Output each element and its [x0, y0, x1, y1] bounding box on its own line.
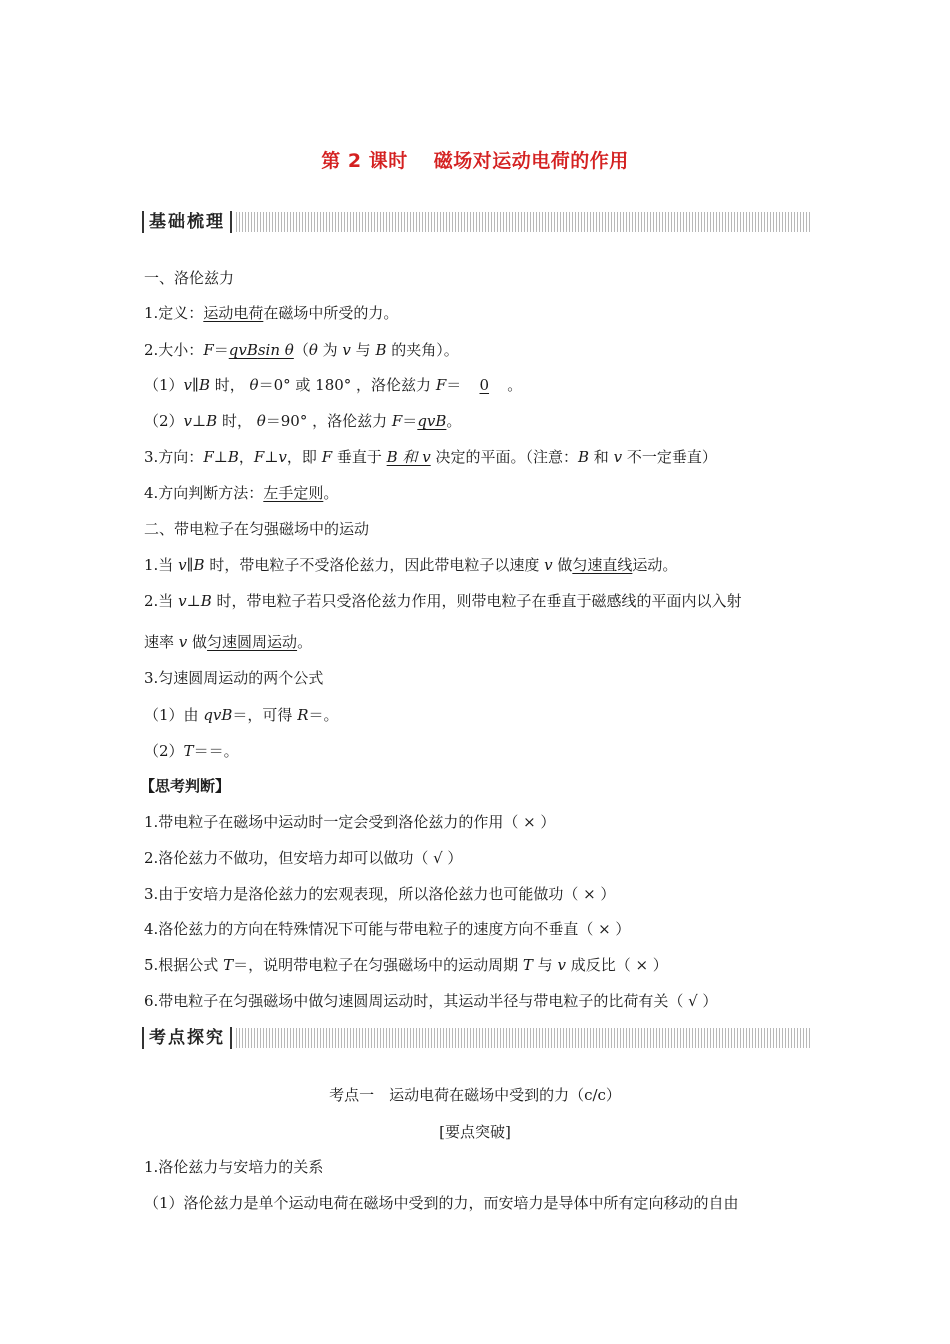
section-label: 考点探究 — [149, 1028, 225, 1048]
var-B: B — [198, 376, 210, 394]
text: 的夹角）。 — [386, 341, 459, 359]
perp-symbol: ⊥ — [264, 448, 279, 466]
text: 4.方向判断方法： — [144, 484, 264, 502]
motion-parallel-line — [144, 555, 677, 575]
heading-motion: 二、带电粒子在匀强磁场中的运动 — [144, 520, 370, 538]
var-B: B — [193, 556, 205, 574]
text: 做 — [187, 633, 208, 651]
var-theta: θ — [308, 341, 318, 359]
var-B: B — [375, 341, 387, 359]
text: 。 — [446, 412, 462, 430]
answer-blank: 0 — [479, 376, 490, 394]
text: 决定的平面。（注意： — [430, 448, 578, 466]
lesson-topic: 磁场对运动电荷的作用 — [433, 150, 629, 172]
text: （1） — [144, 376, 184, 394]
text: 与 — [350, 341, 376, 359]
text: （2） — [144, 742, 184, 760]
var-B: B — [206, 412, 218, 430]
header-bar-right — [230, 1027, 232, 1049]
section-label: 基础梳理 — [149, 212, 225, 232]
answer-underline: 匀速圆周运动 — [207, 633, 298, 651]
text: 3.方向： — [144, 448, 204, 466]
text: 。 — [297, 633, 313, 651]
var-T: T — [522, 956, 533, 974]
var-theta: θ — [249, 376, 259, 394]
text: 与 — [532, 956, 558, 974]
header-bar-right — [230, 211, 232, 233]
text: 5.根据公式 — [144, 956, 224, 974]
exam-point-title: 考点一 运动电荷在磁场中受到的力（c/c） — [329, 1086, 621, 1104]
text: ＝，可得 — [232, 706, 298, 724]
var-T: T — [183, 742, 194, 760]
text: ＝。 — [308, 706, 339, 724]
header-pattern — [236, 1028, 812, 1048]
text: 1.当 — [144, 556, 179, 574]
page-title — [0, 146, 950, 173]
judge-item-6: 6.带电粒子在匀强磁场中做匀速圆周运动时，其运动半径与带电粒子的比荷有关（ √ ） — [144, 992, 718, 1010]
text: （2） — [144, 412, 184, 430]
text: 。 — [323, 484, 339, 502]
section-header-basics — [142, 208, 812, 238]
var-qvB: qvB — [203, 706, 233, 724]
relation-item-1: （1）洛伦兹力是单个运动电荷在磁场中受到的力，而安培力是导体中所有定向移动的自由 — [144, 1194, 739, 1212]
var-v: v — [342, 341, 351, 359]
var-v: v — [183, 376, 193, 394]
text: 时， — [217, 412, 257, 430]
motion-perp-line — [144, 591, 742, 611]
text: 运动。 — [632, 556, 678, 574]
answer-underline: 匀速直线 — [572, 556, 633, 574]
var-F: F — [435, 376, 447, 394]
magnitude-line — [144, 340, 459, 360]
var-theta: θ — [256, 412, 266, 430]
think-judge-heading: 【思考判断】 — [140, 777, 231, 795]
var-v: v — [178, 633, 188, 651]
text: 做 — [552, 556, 573, 574]
text: ， — [238, 448, 254, 466]
answer-underline: qvB — [228, 341, 258, 359]
judgement-method-line — [144, 483, 338, 503]
parallel-symbol: ∥ — [192, 376, 199, 394]
perp-symbol: ⊥ — [186, 592, 201, 610]
heading-lorentz: 一、洛伦兹力 — [144, 269, 235, 287]
var-v: v — [613, 448, 623, 466]
var-F: F — [203, 448, 214, 466]
text: 垂直于 — [332, 448, 387, 466]
text: 时， — [210, 376, 250, 394]
perp-symbol: ⊥ — [213, 448, 228, 466]
lesson-number: 第 2 课时 — [321, 150, 408, 172]
parallel-symbol: ∥ — [186, 556, 194, 574]
text: ＝90° ，洛伦兹力 — [265, 412, 392, 430]
var-v: v — [178, 556, 187, 574]
text: 。 — [507, 376, 523, 394]
text: 和 — [589, 448, 614, 466]
direction-line — [144, 447, 717, 467]
text: ＝＝。 — [193, 742, 239, 760]
text: 成反比（ × ） — [565, 956, 668, 974]
var-B: B — [200, 592, 212, 610]
text: ＝，说明带电粒子在匀强磁场中的运动周期 — [233, 956, 523, 974]
judge-item-1: 1.带电粒子在磁场中运动时一定会受到洛伦兹力的作用（ × ） — [144, 813, 556, 831]
var-F: F — [253, 448, 265, 466]
answer-underline: 运动电荷 — [203, 304, 264, 322]
text: 时，带电粒子不受洛伦兹力，因此带电粒子以速度 — [204, 556, 545, 574]
var-F: F — [321, 448, 333, 466]
answer-underline: qvB — [417, 412, 447, 430]
perp-symbol: ⊥ — [192, 412, 207, 430]
text: 时，带电粒子若只受洛伦兹力作用，则带电粒子在垂直于磁感线的平面内以入射 — [211, 592, 742, 610]
var-R: R — [297, 706, 309, 724]
var-T: T — [223, 956, 234, 974]
case-perpendicular-line — [144, 411, 461, 431]
text: 在磁场中所受的力。 — [263, 304, 399, 322]
text: 不一定垂直） — [622, 448, 717, 466]
text: ＝0° 或 180° ，洛伦兹力 — [258, 376, 436, 394]
var-v: v — [278, 448, 287, 466]
text: 2.大小： — [144, 341, 204, 359]
header-bar-left — [142, 1027, 144, 1049]
formula-radius-line — [144, 705, 339, 725]
var-v: v — [178, 592, 187, 610]
header-bar-left — [142, 211, 144, 233]
judge-item-4: 4.洛伦兹力的方向在特殊情况下可能与带电粒子的速度方向不垂直（ × ） — [144, 920, 631, 938]
text: 为 — [317, 341, 343, 359]
case-parallel-line — [144, 375, 522, 395]
key-points-subtitle: [要点突破] — [439, 1123, 511, 1141]
text: 1.定义： — [144, 304, 204, 322]
text: 速率 — [144, 633, 179, 651]
text: ＝ — [402, 412, 418, 430]
answer-underline: B 和 v — [386, 448, 431, 466]
relation-heading: 1.洛伦兹力与安培力的关系 — [144, 1158, 324, 1176]
var-B: B — [577, 448, 590, 466]
section-header-exam-points — [142, 1024, 812, 1054]
header-pattern — [236, 212, 812, 232]
judge-item-2: 2.洛伦兹力不做功，但安培力却可以做功（ √ ） — [144, 849, 463, 867]
var-F: F — [203, 341, 214, 359]
formula-heading: 3.匀速圆周运动的两个公式 — [144, 669, 324, 687]
var-v: v — [557, 956, 566, 974]
text: 2.当 — [144, 592, 179, 610]
answer-underline: 左手定则 — [263, 484, 324, 502]
formula-period-line — [144, 741, 239, 761]
motion-perp-line-cont — [144, 632, 312, 652]
var-v: v — [183, 412, 193, 430]
judge-item-5 — [144, 955, 668, 975]
text: （1）由 — [144, 706, 204, 724]
text: ＝ — [446, 376, 462, 394]
var-F: F — [391, 412, 403, 430]
var-B: B — [227, 448, 239, 466]
text: ＝ — [213, 341, 229, 359]
definition-line — [144, 303, 398, 323]
judge-item-3: 3.由于安培力是洛伦兹力的宏观表现，所以洛伦兹力也可能做功（ × ） — [144, 885, 616, 903]
text: ，即 — [286, 448, 322, 466]
answer-underline: sin θ — [257, 341, 294, 359]
text: （ — [293, 341, 309, 359]
var-v: v — [544, 556, 553, 574]
